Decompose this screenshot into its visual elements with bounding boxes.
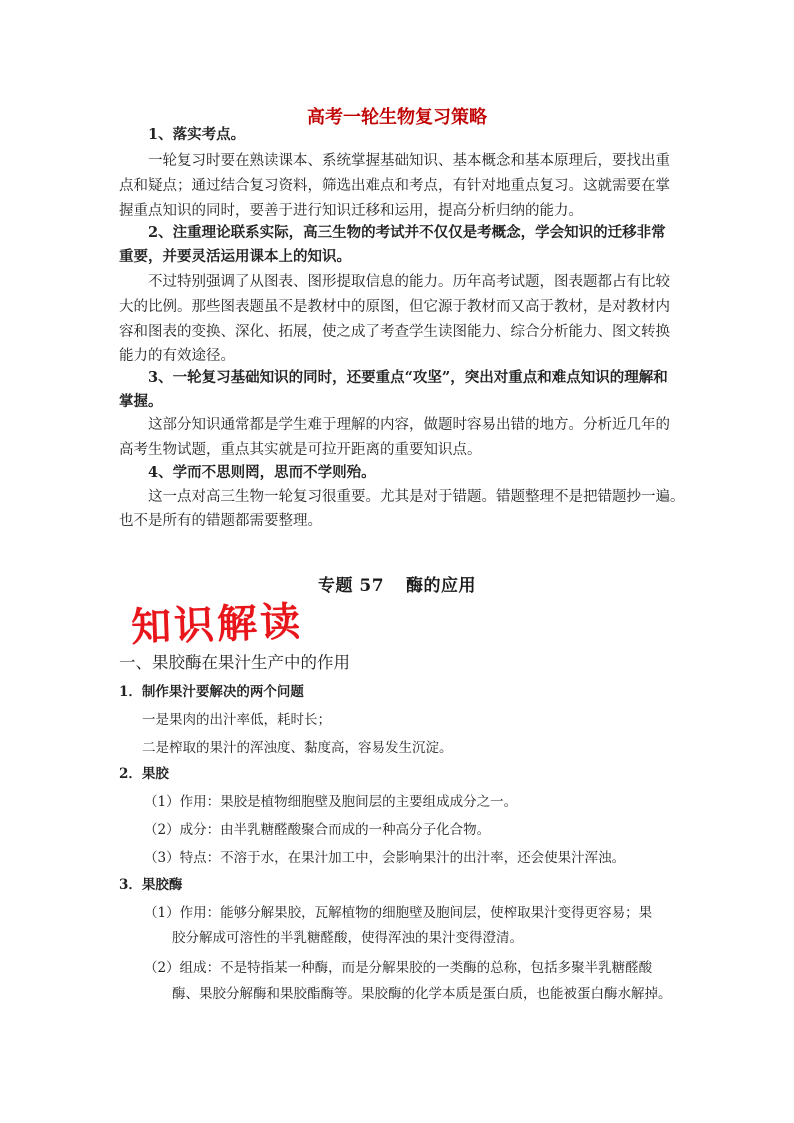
strategy-3-line-1: 这部分知识通常都是学生难于理解的内容，做题时容易出错的地方。分析近几年的 [148, 417, 670, 433]
subsection-1-item-a: 一是果肉的出汁率低，耗时长； [142, 712, 331, 728]
subsection-2-item-3: （3）特点：不溶于水，在果汁加工中，会影响果汁的出汁率，还会使果汁浑浊。 [144, 850, 626, 866]
subsection-3-item-2-line-1: （2）组成：不是特指某一种酶，而是分解果胶的一类酶的总称，包括多聚半乳糖醛酸 [144, 960, 653, 976]
strategy-2-line-2: 大的比例。那些图表题虽不是教材中的原图，但它源于教材而又高于教材，是对教材内 [119, 299, 670, 315]
knowledge-banner: 知识解读 [130, 598, 304, 651]
subsection-2-heading: 2．果胶 [119, 766, 169, 782]
strategy-4-line-2: 也不是所有的错题都需要整理。 [119, 513, 322, 529]
subsection-3-heading: 3．果胶酶 [119, 877, 183, 893]
subsection-1-item-b: 二是榨取的果汁的浑浊度、黏度高，容易发生沉淀。 [142, 740, 453, 756]
strategy-1-line-3: 握重点知识的同时，要善于进行知识迁移和运用，提高分析归纳的能力。 [119, 203, 583, 219]
strategy-1-line-2: 点和疑点；通过结合复习资料，筛选出难点和考点，有针对地重点复习。这就需要在掌 [119, 178, 670, 194]
strategy-2-line-3: 容和图表的变换、深化、拓展，使之成了考查学生读图能力、综合分析能力、图文转换 [119, 324, 670, 340]
subsection-2-item-2: （2）成分：由半乳糖醛酸聚合而成的一种高分子化合物。 [144, 822, 491, 838]
strategy-4-heading: 4、学而不思则罔，思而不学则殆。 [148, 464, 376, 481]
strategy-4-line-1: 这一点对高三生物一轮复习很重要。尤其是对于错题。错题整理不是把错题抄一遍。 [148, 489, 685, 505]
subsection-3-item-2-line-2: 酶、果胶分解酶和果胶酯酶等。果胶酶的化学本质是蛋白质，也能被蛋白酶水解掉。 [172, 986, 672, 1002]
strategy-3-heading-line-1: 3、一轮复习基础知识的同时，还要重点“攻坚”，突出对重点和难点知识的理解和 [148, 369, 668, 386]
strategy-2-line-4: 能力的有效途径。 [119, 348, 235, 364]
subsection-2-item-1: （1）作用：果胶是植物细胞壁及胞间层的主要组成成分之一。 [144, 794, 518, 810]
topic-title [0, 571, 794, 596]
strategy-2-heading-line-1: 2、注重理论联系实际，高三生物的考试并不仅仅是考概念，学会知识的迁移非常 [148, 224, 666, 241]
subsection-1-heading: 1．制作果汁要解决的两个问题 [119, 684, 304, 700]
subsection-3-item-1-line-2: 胶分解成可溶性的半乳糖醛酸，使得浑浊的果汁变得澄清。 [172, 930, 523, 946]
strategy-3-line-2: 高考生物试题，重点其实就是可拉开距离的重要知识点。 [119, 442, 482, 458]
strategy-3-heading-line-2: 掌握。 [119, 393, 163, 410]
main-title: 高考一轮生物复习策略 [307, 107, 487, 128]
topic-number: 专题 57 [317, 576, 385, 596]
section-heading: 一、果胶酶在果汁生产中的作用 [119, 653, 350, 672]
strategy-1-line-1: 一轮复习时要在熟读课本、系统掌握基础知识、基本概念和基本原理后，要找出重 [148, 153, 670, 169]
strategy-2-line-1: 不过特别强调了从图表、图形提取信息的能力。历年高考试题，图表题都占有比较 [148, 274, 670, 290]
strategy-2-heading-line-2: 重要，并要灵活运用课本上的知识。 [119, 248, 351, 265]
topic-name: 酶的应用 [406, 576, 477, 596]
strategy-1-heading: 1、落实考点。 [148, 126, 246, 143]
subsection-3-item-1-line-1: （1）作用：能够分解果胶，瓦解植物的细胞壁及胞间层，使榨取果汁变得更容易；果 [144, 905, 653, 921]
